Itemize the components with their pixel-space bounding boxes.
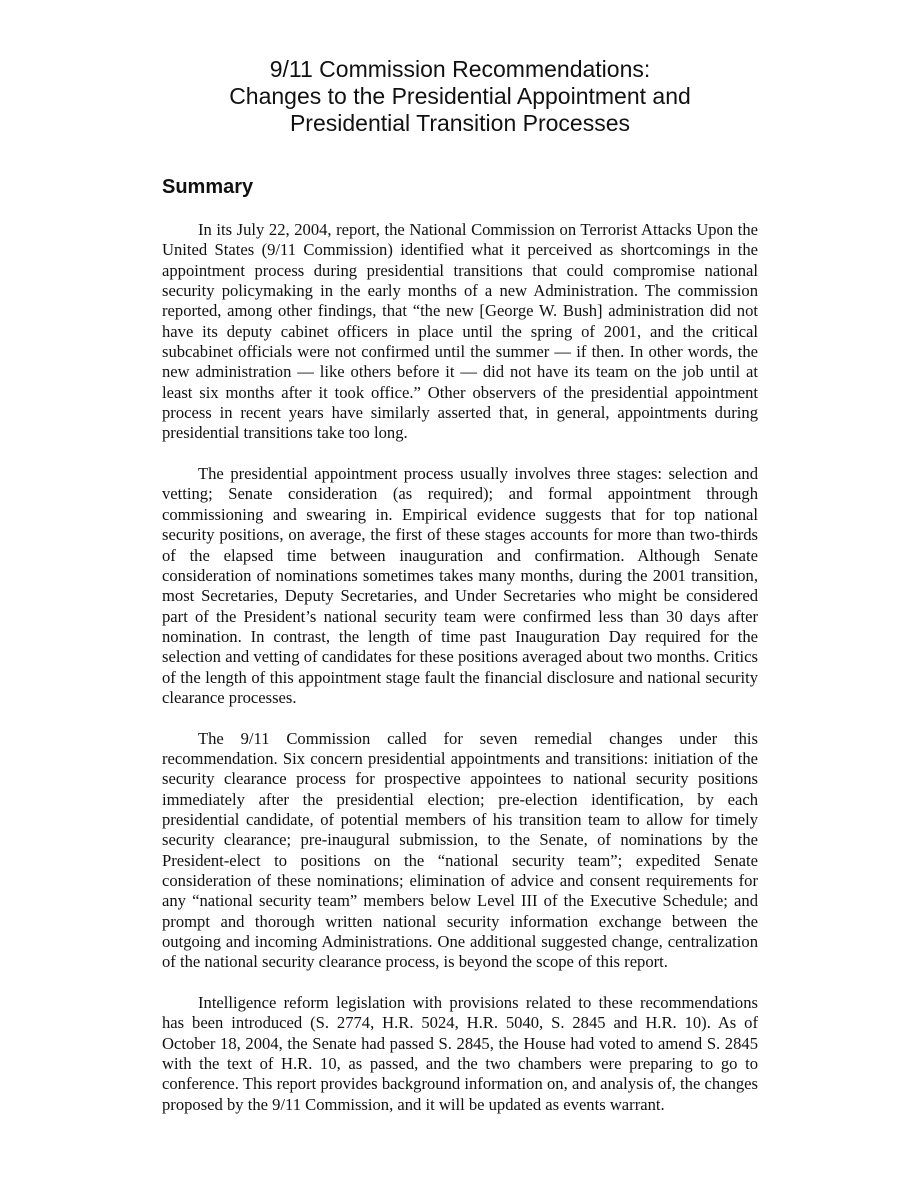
summary-paragraph-2: The presidential appointment process usually involves three stages: selection and vetting; Senate consideration (as required); and formal appointment through commissioning and swearing in. Empirical evidence suggests that for top national security positions, on average, the first of these stages accounts for more than two-thirds of the elapsed time between inauguration and confirmation. Although Senate consideration of nominations sometimes takes many months, during the 2001 transition, most Secretaries, Deputy Secretaries, and Under Secretaries who might be considered part of the President’s national security team were confirmed less than 30 days after nomination. In contrast, the length of time past Inauguration Day required for the selection and vetting of candidates for these positions averaged about two months. Critics of the length of this appointment stage fault the financial disclosure and national security clearance processes. xyxy=(162,464,758,707)
title-line-3: Presidential Transition Processes xyxy=(289,110,631,136)
summary-paragraph-4: Intelligence reform legislation with provisions related to these recommendations has been introduced (S. 2774, H.R. 5024, H.R. 5040, S. 2845 and H.R. 10). As of October 18, 2004, the Senate had passed S. 2845, the House had voted to amend S. 2845 with the text of H.R. 10, as passed, and the two chambers were preparing to go to conference. This report provides background information on, and analysis of, the changes proposed by the 9/11 Commission, and it will be updated as events warrant. xyxy=(162,993,758,1114)
summary-body xyxy=(162,220,758,1115)
title-line-2: Changes to the Presidential Appointment and xyxy=(229,83,691,109)
title-line-1: 9/11 Commission Recommendations: xyxy=(269,56,651,82)
summary-paragraph-1: In its July 22, 2004, report, the National Commission on Terrorist Attacks Upon the United States (9/11 Commission) identified what it perceived as shortcomings in the appointment process during presidential transitions that could compromise national security policymaking in the early months of a new Administration. The commission reported, among other findings, that “the new [George W. Bush] administration did not have its deputy cabinet officers in place until the spring of 2001, and the critical subcabinet officials were not confirmed until the summer — if then. In other words, the new administration — like others before it — did not have its team on the job until at least six months after it took office.” Other observers of the presidential appointment process in recent years have similarly asserted that, in general, appointments during presidential transitions take too long. xyxy=(162,220,758,443)
summary-heading: Summary xyxy=(162,176,254,198)
summary-paragraph-3: The 9/11 Commission called for seven remedial changes under this recommendation. Six concern presidential appointments and transitions: initiation of the security clearance process for prospective appointees to national security positions immediately after the presidential election; pre-election identification, by each presidential candidate, of potential members of his transition team to allow for timely security clearance; pre-inaugural submission, to the Senate, of nominations by the President-elect to positions on the “national security team”; expedited Senate consideration of these nominations; elimination of advice and consent requirements for any “national security team” members below Level III of the Executive Schedule; and prompt and thorough written national security information exchange between the outgoing and incoming Administrations. One additional suggested change, centralization of the national security clearance process, is beyond the scope of this report. xyxy=(162,728,758,972)
document-title xyxy=(150,56,770,137)
